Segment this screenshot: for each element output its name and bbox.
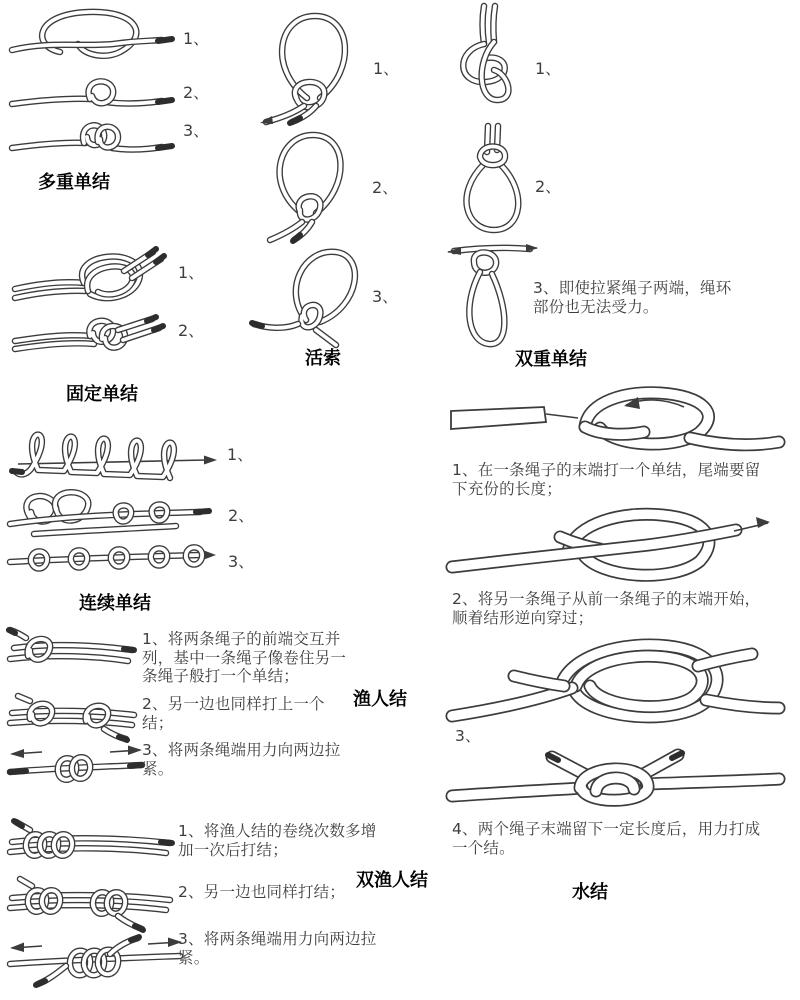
guding-title: 固定单结	[66, 384, 138, 405]
lianxu-title: 连续单结	[79, 593, 151, 614]
shuijie-step3-text: 3、	[455, 727, 481, 745]
shuijie-step1-text: 1、在一条绳子的末端打一个单结，尾端要留下充份的长度；	[452, 461, 761, 498]
knot-illustration-shuangyuren-step2	[6, 874, 176, 930]
knot-illustration-lianxu-step3	[4, 540, 222, 576]
knot-illustration-lianxu-step2	[4, 488, 222, 538]
yuren-title: 渔人结	[353, 689, 407, 710]
knot-illustration-guding-step1	[12, 243, 177, 313]
shuangyuren-step2-text: 2、另一边也同样打结；	[178, 883, 346, 901]
duochong-step3-label: 3、	[183, 121, 210, 140]
shuijie-step2-text: 2、将另一条绳子从前一条绳子的末端开始，顺着结形逆向穿过；	[452, 590, 761, 627]
knot-illustration-yuren-step2	[6, 693, 138, 741]
knot-illustration-guding-step2	[12, 313, 177, 361]
shuangchong-step2-label: 2、	[535, 177, 562, 196]
guding-step1-label: 1、	[178, 263, 205, 282]
huosuo-step2-label: 2、	[372, 178, 399, 197]
knot-illustration-huosuo-step1	[252, 6, 372, 124]
knot-illustration-duochong-step2	[8, 72, 178, 116]
duochong-step1-label: 1、	[183, 29, 210, 48]
lianxu-step2-label: 2、	[228, 506, 255, 525]
knot-illustration-shuangyuren-step1	[6, 818, 176, 873]
shuangchong-step3-text: 3、即使拉紧绳子两端，绳环部份也无法受力。	[533, 279, 732, 316]
yuren-step3-text: 3、将两条绳端用力向两边拉紧。	[142, 741, 341, 778]
knot-illustration-lianxu-step1	[4, 420, 222, 486]
huosuo-title: 活索	[305, 348, 341, 369]
lianxu-step1-label: 1、	[227, 445, 254, 464]
knot-illustration-shuijie-step1	[448, 383, 783, 459]
yuren-step1-text: 1、将两条绳子的前端交互并列，基中一条绳子像卷住另一条绳子般打一个单结；	[142, 630, 347, 685]
knot-illustration-yuren-step3	[6, 742, 146, 792]
shuangyuren-title: 双渔人结	[356, 870, 428, 891]
knot-illustration-duochong-step3	[8, 114, 178, 160]
shuangyuren-step3-text: 3、将两条绳端用力向两边拉紧。	[178, 930, 377, 967]
knot-illustration-shuijie-step4	[448, 746, 783, 822]
shuangchong-title: 双重单结	[515, 349, 587, 370]
yuren-step2-text: 2、另一边也同样打上一个结；	[142, 695, 325, 732]
knot-illustration-shuangchong-step1	[448, 4, 540, 122]
huosuo-step1-label: 1、	[373, 59, 400, 78]
knot-illustration-shuangchong-step3	[444, 236, 540, 352]
knot-illustration-shuangyuren-step3	[6, 932, 184, 990]
knot-illustration-huosuo-step3	[248, 242, 376, 346]
shuijie-title: 水结	[572, 882, 608, 903]
shuangyuren-step1-text: 1、将渔人结的卷绕次数多增加一次后打结；	[178, 822, 377, 859]
shuangchong-step1-label: 1、	[535, 59, 562, 78]
knot-illustration-huosuo-step2	[252, 128, 367, 240]
duochong-title: 多重单结	[38, 172, 110, 193]
guding-step2-label: 2、	[178, 321, 205, 340]
knot-illustration-yuren-step1	[6, 628, 138, 680]
knot-illustration-shuangchong-step2	[448, 124, 540, 238]
knot-illustration-shuijie-step2	[448, 503, 783, 589]
shuijie-step4-text: 4、两个绳子末端留下一定长度后，用力打成一个结。	[452, 820, 761, 857]
knot-illustration-shuijie-step3	[448, 636, 783, 728]
lianxu-step3-label: 3、	[228, 552, 255, 571]
huosuo-step3-label: 3、	[372, 287, 399, 306]
duochong-step2-label: 2、	[183, 83, 210, 102]
knot-illustration-duochong-step1	[8, 6, 178, 64]
